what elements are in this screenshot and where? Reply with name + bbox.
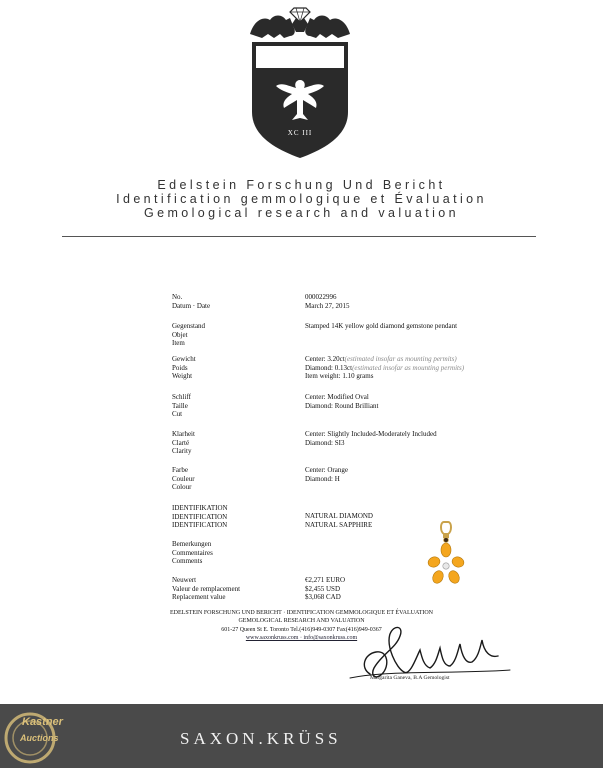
value-item: Stamped 14K yellow gold diamond gemstone pendant (305, 322, 458, 330)
field-values-weight (305, 355, 464, 381)
value-colour-diamond: Diamond: H (305, 474, 340, 483)
value-cut-center: Center: Modified Oval (305, 393, 369, 401)
crest-numeral: XC III (287, 129, 313, 137)
label-objet: Objet (172, 330, 188, 339)
brand-name: SAXON.KRÜSS (180, 729, 342, 748)
center-diamond-icon (443, 563, 449, 569)
label-comments: Comments (172, 557, 203, 566)
label-replacement: Replacement value (172, 593, 226, 602)
label-item: Item (172, 339, 185, 348)
label-neuwert: Neuwert (172, 576, 197, 584)
field-values-identification (305, 512, 373, 529)
diamond-icon (290, 8, 310, 22)
weight-note-center: (estimated insofar as mounting permits) (344, 355, 457, 363)
label-clarity: Clarity (172, 447, 192, 456)
value-no: 000022996 (305, 293, 337, 301)
label-valeur: Valeur de remplacement (172, 584, 241, 593)
label-bemerkungen: Bemerkungen (172, 540, 212, 548)
field-labels-cut (172, 393, 191, 419)
field-labels-number-date (172, 293, 210, 310)
field-values-cut (305, 393, 379, 410)
footer-website-link[interactable]: www.saxonkruss.com · info@saxonkruss.com (245, 635, 358, 641)
pendant-bail-icon (441, 522, 451, 542)
value-date: March 27, 2015 (305, 301, 350, 310)
label-couleur: Couleur (172, 474, 195, 483)
field-values-number-date (305, 293, 350, 310)
label-poids: Poids (172, 363, 188, 372)
watermark-line-1: Kastner (22, 716, 63, 728)
value-colour-center: Center: Orange (305, 466, 348, 474)
label-taille: Taille (172, 401, 188, 410)
field-labels-identification (172, 504, 228, 530)
footer-line-1: EDELSTEIN FORSCHUNG UND BERICHT · IDENTIFICATION GEMMOLOGIQUE ET ÉVALUATION (170, 610, 433, 616)
label-gewicht: Gewicht (172, 355, 196, 363)
label-colour: Colour (172, 483, 192, 492)
field-values-clarity (305, 430, 437, 447)
field-labels-colour (172, 466, 195, 492)
header-divider (62, 236, 536, 237)
weight-note-diamond: (estimated insofar as mounting permits) (352, 363, 465, 372)
headline-german: Edelstein Forschung Und Bericht (157, 178, 446, 192)
field-labels-weight (172, 355, 196, 381)
field-labels-replacement (172, 576, 240, 602)
label-cut: Cut (172, 410, 183, 419)
value-item-weight: Item weight: 1.10 grams (305, 372, 374, 381)
value-weight-center: Center: 3.20ct (305, 355, 345, 363)
value-cut-diamond: Diamond: Round Brilliant (305, 401, 379, 410)
label-identifikation: IDENTIFIKATION (172, 504, 228, 512)
field-labels-clarity (172, 430, 195, 456)
label-schliff: Schliff (172, 393, 191, 401)
field-labels-comments (172, 540, 213, 566)
label-commentaires: Commentaires (172, 548, 213, 557)
label-date: Datum · Date (172, 301, 211, 310)
value-euro: €2,271 EURO (305, 576, 346, 584)
value-clarity-center: Center: Slightly Included-Moderately Included (305, 430, 437, 438)
footer-line-3: 601-27 Queen St E. Toronto Tel.(416)949-0307 Fax(416)949-0367 (221, 627, 382, 633)
watermark-line-2: Auctions (20, 733, 59, 743)
value-identification-sapphire: NATURAL SAPPHIRE (305, 520, 373, 529)
signature-name: Margarita Ganeva, B.A Gemologist (370, 675, 450, 681)
field-values-replacement (305, 576, 345, 602)
footer-line-2: GEMOLOGICAL RESEARCH AND VALUATION (238, 618, 365, 624)
value-identification-diamond: NATURAL DIAMOND (305, 512, 373, 520)
value-cad: $3,068 CAD (305, 593, 341, 602)
field-values-item (305, 322, 457, 331)
label-klarheit: Klarheit (172, 430, 195, 438)
label-weight: Weight (172, 372, 193, 381)
value-weight-diamond: Diamond: 0.13ct (305, 363, 353, 372)
value-clarity-diamond: Diamond: SI3 (305, 438, 345, 447)
pendant-photo (422, 520, 470, 590)
label-identification-en: IDENTIFICATION (172, 521, 228, 530)
headline-french: Identification gemmologique et Évaluation (116, 192, 487, 206)
label-farbe: Farbe (172, 466, 188, 474)
label-identification-fr: IDENTIFICATION (172, 512, 228, 521)
brand-banner (0, 704, 603, 768)
field-labels-item (172, 322, 205, 348)
label-no: No. (172, 293, 183, 301)
headline-english: Gemological research and valuation (143, 206, 460, 220)
crest-emblem (240, 2, 360, 162)
label-clarte: Clarté (172, 438, 190, 447)
field-values-colour (305, 466, 348, 483)
value-usd: $2,455 USD (305, 584, 341, 593)
label-gegenstand: Gegenstand (172, 322, 206, 330)
